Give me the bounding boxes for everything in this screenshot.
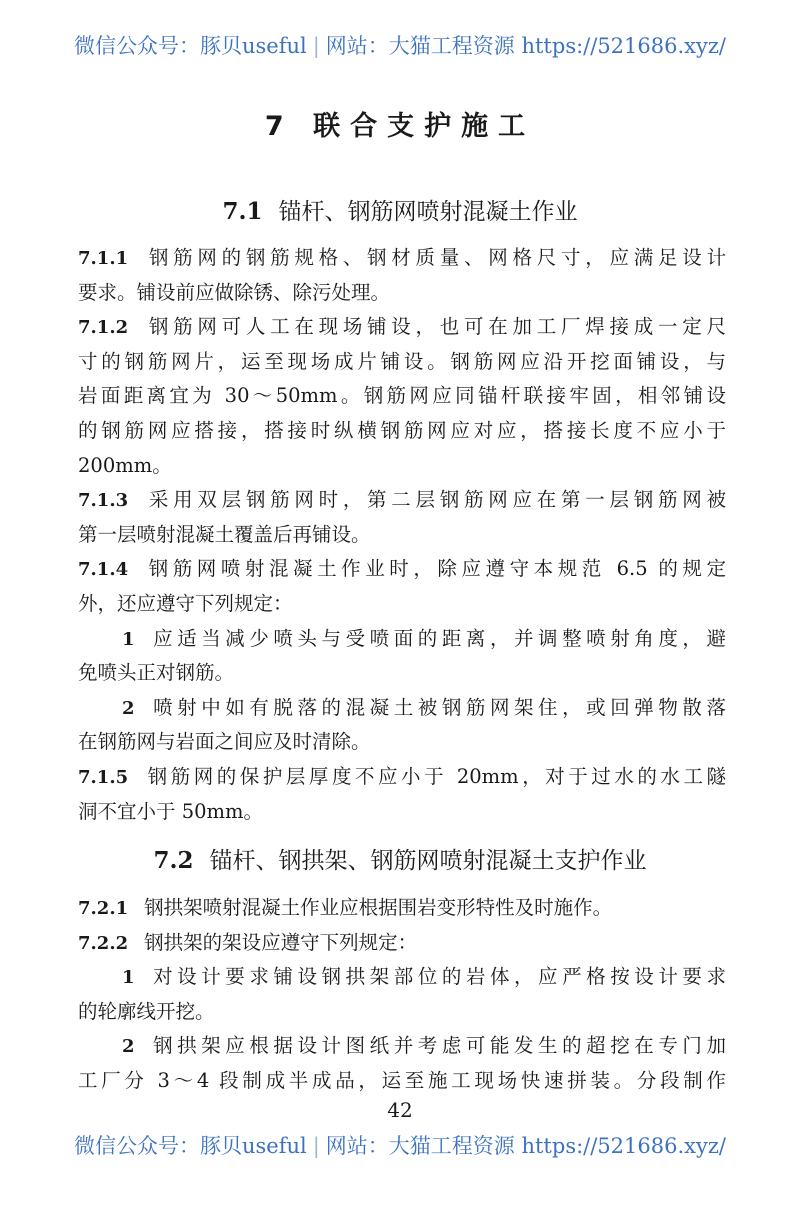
text-line: 7.2.1 钢拱架喷射混凝土作业应根据围岩变形特性及时施作。: [78, 896, 613, 919]
text-line: 在钢筋网与岩面之间应及时清除。: [78, 730, 371, 754]
section-title-7-1: [0, 193, 800, 226]
text-line: 寸的钢筋网片，运至现场成片铺设。钢筋网应沿开挖面铺设，与: [78, 349, 726, 373]
item-number: 1: [122, 628, 135, 650]
text-line: 7.1.4 钢筋网喷射混凝土作业时，除应遵守本规范 6.5 的规定: [78, 557, 726, 581]
watermark-separator: |: [312, 34, 320, 58]
section-number: 7.2: [153, 847, 194, 874]
text-line: 200mm。: [78, 453, 172, 477]
text-line: 2 钢拱架应根据设计图纸并考虑可能发生的超挖在专门加: [122, 1034, 726, 1058]
text-line: 7.1.5 钢筋网的保护层厚度不应小于 20mm，对于过水的水工隧: [78, 764, 726, 788]
text-line: 工厂分 3～4 段制成半成品，运至施工现场快速拼装。分段制作: [78, 1068, 726, 1092]
text-line: 7.2.2 钢拱架的架设应遵守下列规定：: [78, 930, 418, 954]
section-number: 7.1: [222, 198, 263, 225]
text-line: 洞不宜小于 50mm。: [78, 799, 263, 823]
section-heading: 锚杆、钢筋网喷射混凝土作业: [278, 199, 578, 225]
watermark-wechat: 微信公众号：豚贝useful: [73, 1134, 307, 1158]
text-line: 的轮廓线开挖。: [78, 999, 215, 1023]
clause-number: 7.1.2: [78, 317, 129, 339]
clause-number: 7.1.5: [78, 766, 129, 788]
clause-number: 7.1.3: [78, 490, 129, 512]
text-line: 外，还应遵守下列规定：: [78, 591, 293, 615]
text-line: 7.1.1 钢筋网的钢筋规格、钢材质量、网格尺寸，应满足设计: [78, 246, 726, 269]
page-number: 42: [387, 1098, 413, 1122]
section-7-1-body: [78, 241, 726, 829]
clause-number: 7.1.4: [78, 559, 129, 581]
section-heading: 锚杆、钢拱架、钢筋网喷射混凝土支护作业: [209, 848, 647, 874]
watermark-top: [0, 30, 800, 60]
watermark-website: 网站：大猫工程资源 https://521686.xyz/: [325, 1134, 727, 1158]
clause-number: 7.2.1: [78, 898, 129, 919]
clause-number: 7.1.1: [78, 248, 129, 269]
watermark-bottom: [0, 1130, 800, 1160]
text-line: 免喷头正对钢筋。: [78, 661, 235, 685]
watermark-separator: |: [312, 1134, 320, 1158]
watermark-wechat: 微信公众号：豚贝useful: [73, 34, 307, 58]
text-line: 的钢筋网应搭接，搭接时纵横钢筋网应对应，搭接长度不应小于: [78, 418, 726, 442]
item-number: 2: [122, 697, 135, 719]
item-number: 2: [122, 1036, 135, 1058]
section-title-7-2: [0, 842, 800, 875]
clause-number: 7.2.2: [78, 932, 129, 954]
text-line: 第一层喷射混凝土覆盖后再铺设。: [78, 522, 371, 546]
text-line: 2 喷射中如有脱落的混凝土被钢筋网架住，或回弹物散落: [122, 695, 726, 719]
text-line: 7.1.2 钢筋网可人工在现场铺设，也可在加工厂焊接成一定尺: [78, 315, 726, 339]
chapter-title: 7 联合支护施工: [264, 111, 536, 142]
text-line: 7.1.3 采用双层钢筋网时，第二层钢筋网应在第一层钢筋网被: [78, 488, 726, 512]
text-line: 岩面距离宜为 30～50mm。钢筋网应同锚杆联接牢固，相邻铺设: [78, 384, 726, 408]
text-line: 要求。铺设前应做除锈、除污处理。: [78, 280, 391, 304]
text-line: 1 应适当减少喷头与受喷面的距离，并调整喷射角度，避: [122, 626, 726, 650]
watermark-website: 网站：大猫工程资源 https://521686.xyz/: [325, 34, 727, 58]
item-number: 1: [122, 967, 135, 989]
section-7-2-body: [78, 891, 726, 1099]
text-line: 1 对设计要求铺设钢拱架部位的岩体，应严格按设计要求: [122, 965, 726, 989]
